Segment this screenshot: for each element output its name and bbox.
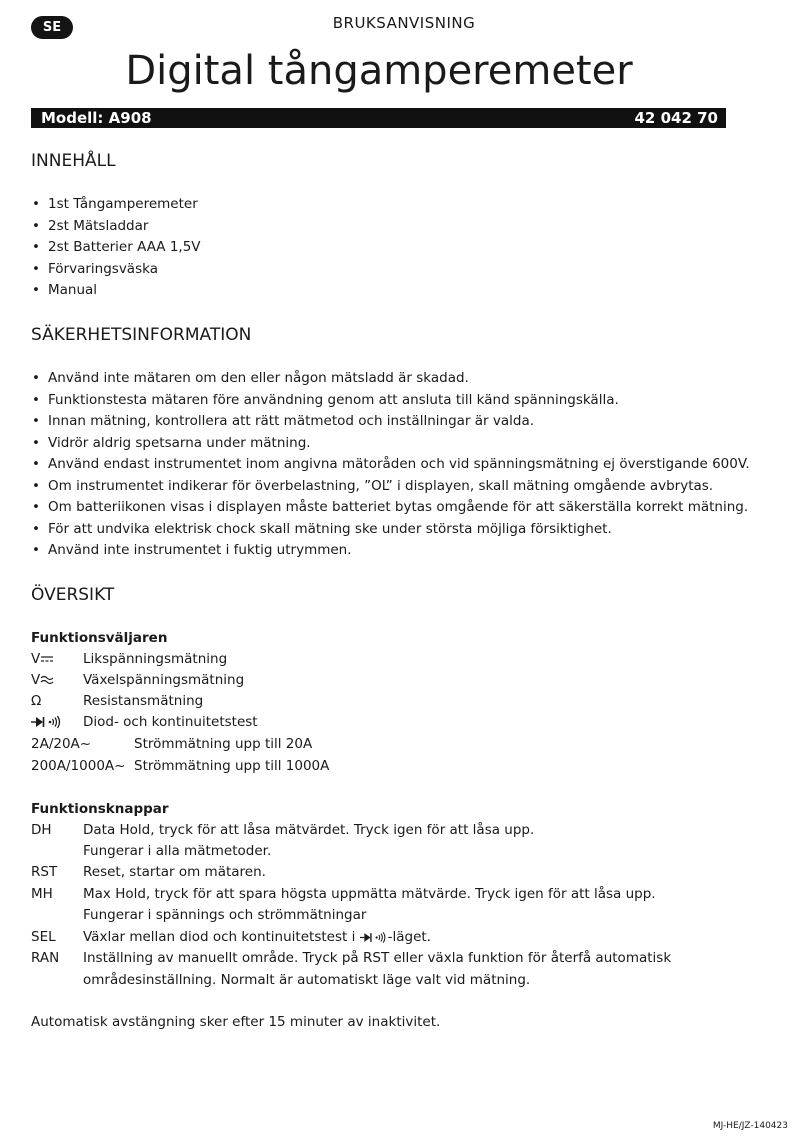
selector-heading: Funktionsväljaren (31, 630, 168, 646)
buttons-heading: Funktionsknappar (31, 801, 169, 817)
diode-continuity-icon (360, 931, 388, 944)
button-desc: Inställning av manuellt område. Tryck på RST eller växla funktion för återfå automatisk (83, 950, 672, 966)
selector-desc: Strömmätning upp till 1000A (134, 758, 330, 774)
button-key: MH (31, 886, 53, 902)
selector-key: 200A/1000A~ (31, 758, 126, 774)
document-type-label: BRUKSANVISNING (332, 14, 476, 32)
safety-heading: SÄKERHETSINFORMATION (31, 325, 252, 345)
button-key: RST (31, 864, 58, 880)
selector-key: 2A/20A~ (31, 736, 92, 752)
list-item: • 2st Mätsladdar (31, 216, 201, 238)
selector-desc: Strömmätning upp till 20A (134, 736, 313, 752)
list-item: • Förvaringsväska (31, 259, 201, 281)
list-item: • Funktionstesta mätaren före användning genom att ansluta till känd spänningskälla. (31, 390, 750, 412)
contents-list (31, 194, 201, 302)
list-item: • Använd endast instrumentet inom angivna mätoråden och vid spänningsmätning ej överstigande 600V. (31, 454, 750, 476)
language-badge: SE (31, 16, 73, 39)
selector-desc: Likspänningsmätning (83, 651, 228, 667)
ac-voltage-icon (40, 675, 54, 685)
button-desc: Fungerar i alla mätmetoder. (83, 843, 272, 859)
contents-heading: INNEHÅLL (31, 151, 116, 171)
selector-key: V (31, 651, 41, 667)
list-item: • Om instrumentet indikerar för överbelastning, ”OL” i displayen, skall mätning omgående avbrytas. (31, 476, 750, 498)
list-item: • Innan mätning, kontrollera att rätt mätmetod och inställningar är valda. (31, 411, 750, 433)
list-item: • Använd inte instrumentet i fuktig utrymmen. (31, 540, 750, 562)
model-bar (31, 108, 726, 128)
ohm-symbol: Ω (31, 693, 42, 709)
button-desc: Reset, startar om mätaren. (83, 864, 266, 880)
button-desc: Fungerar i spännings och strömmätningar (83, 907, 367, 923)
list-item: • 1st Tångamperemeter (31, 194, 201, 216)
model-label: Modell: A908 (41, 109, 152, 127)
list-item: • Vidrör aldrig spetsarna under mätning. (31, 433, 750, 455)
list-item: • Manual (31, 280, 201, 302)
selector-desc: Resistansmätning (83, 693, 204, 709)
document-code: MJ-HE/JZ-140423 (712, 1121, 788, 1131)
selector-desc: Diod- och kontinuitetstest (83, 714, 258, 730)
button-key: SEL (31, 929, 56, 945)
selector-key: V (31, 672, 41, 688)
selector-desc: Växelspänningsmätning (83, 672, 245, 688)
dc-voltage-icon (40, 654, 54, 664)
list-item: • 2st Batterier AAA 1,5V (31, 237, 201, 259)
page-title: Digital tångamperemeter (125, 48, 633, 94)
safety-list (31, 368, 750, 562)
list-item: • För att undvika elektrisk chock skall mätning ske under största möjliga försiktighet. (31, 519, 750, 541)
button-desc: Data Hold, tryck för att låsa mätvärdet. Tryck igen för att låsa upp. (83, 822, 535, 838)
list-item: • Använd inte mätaren om den eller någon mätsladd är skadad. (31, 368, 750, 390)
button-desc-suffix: -läget. (387, 929, 431, 945)
button-key: RAN (31, 950, 60, 966)
button-desc: områdesinställning. Normalt är automatiskt läge valt vid mätning. (83, 972, 531, 988)
diode-continuity-icon (31, 715, 63, 729)
button-desc: Växlar mellan diod och kontinuitetstest i (83, 929, 360, 945)
auto-off-note: Automatisk avstängning sker efter 15 minuter av inaktivitet. (31, 1014, 441, 1030)
overview-heading: ÖVERSIKT (31, 585, 115, 605)
button-key: DH (31, 822, 52, 838)
button-desc: Max Hold, tryck för att spara högsta uppmätta mätvärde. Tryck igen för att låsa upp. (83, 886, 656, 902)
list-item: • Om batteriikonen visas i displayen måste batteriet bytas omgående för att säkerställa korrekt mätning. (31, 497, 750, 519)
article-number: 42 042 70 (634, 109, 718, 127)
